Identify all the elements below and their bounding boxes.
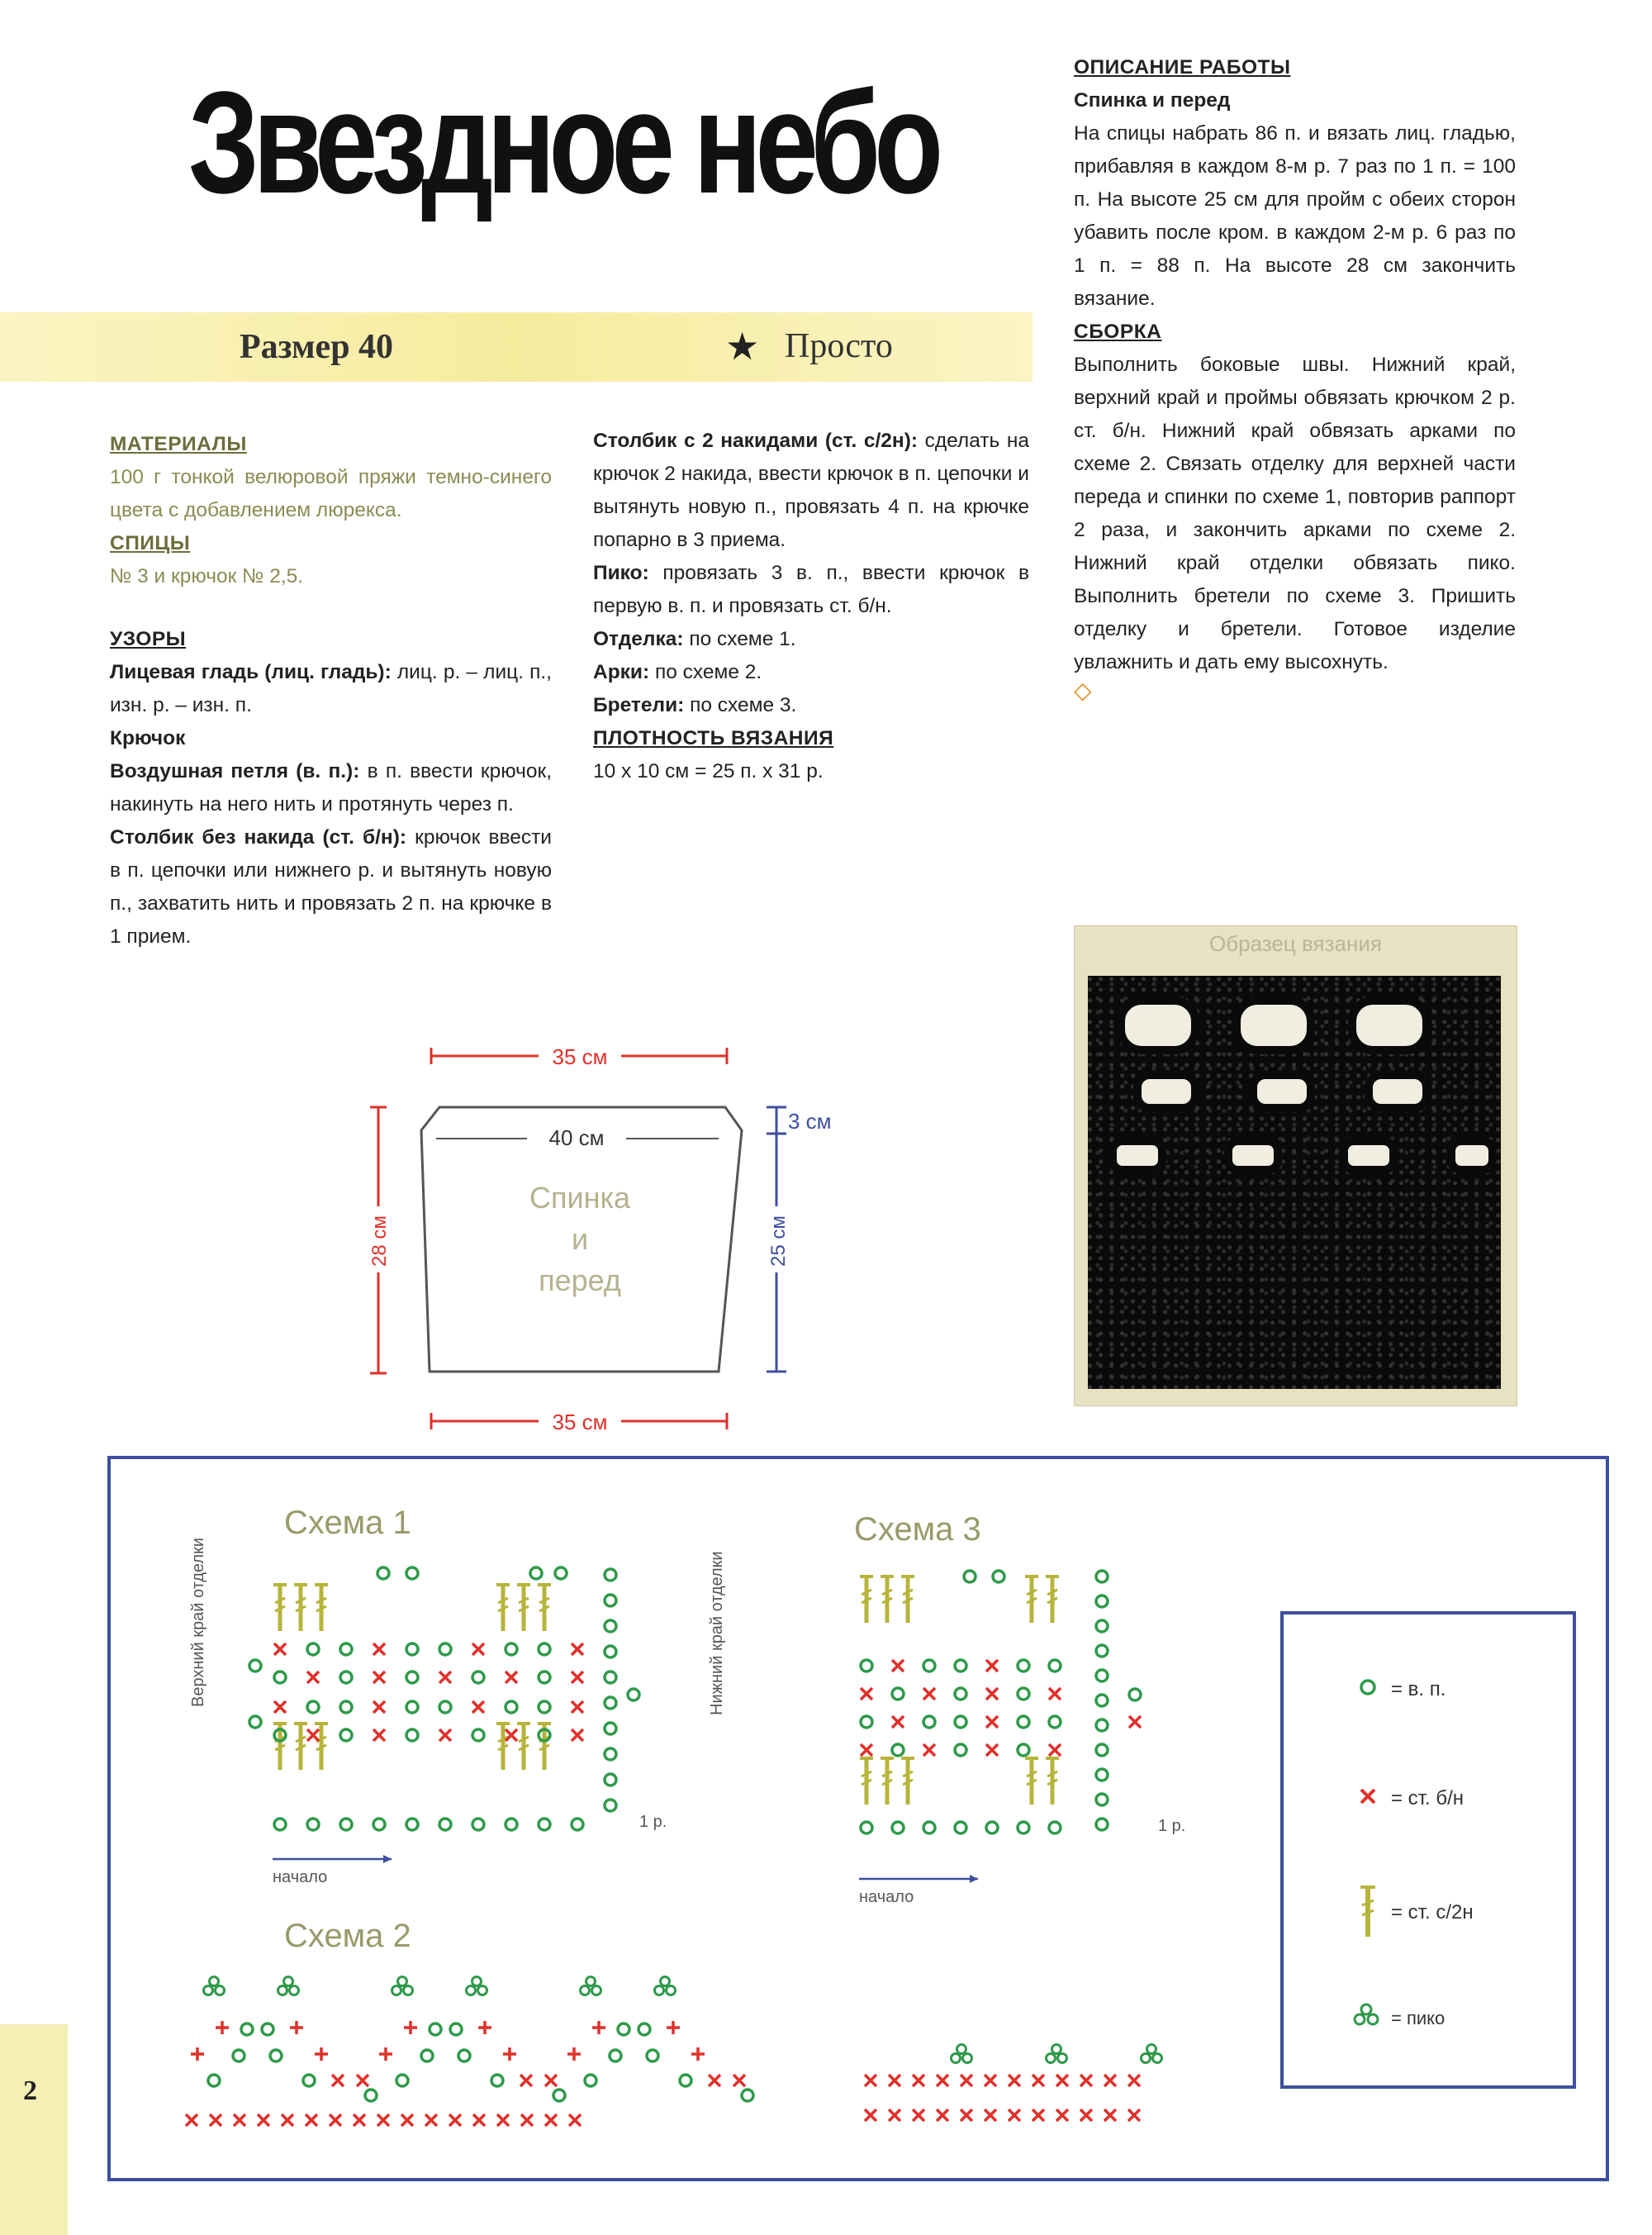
scheme2-title: Схема 2 bbox=[284, 1918, 411, 1954]
picot-symbol bbox=[392, 1977, 413, 1995]
chain-symbol bbox=[1018, 1744, 1029, 1756]
chain-symbol bbox=[955, 1660, 966, 1671]
scheme3-title: Схема 3 bbox=[854, 1511, 981, 1548]
plus-symbol bbox=[315, 2047, 328, 2061]
sc-symbol bbox=[330, 2114, 341, 2126]
chain-symbol bbox=[1096, 1794, 1108, 1805]
chain-symbol bbox=[605, 1569, 616, 1581]
dc2-symbol bbox=[273, 1585, 287, 1631]
dc2-symbol bbox=[496, 1585, 510, 1631]
sc-symbol bbox=[961, 2075, 972, 2086]
sc-symbol bbox=[274, 1701, 286, 1713]
chain-symbol bbox=[861, 1822, 872, 1833]
sc-symbol bbox=[937, 2075, 948, 2086]
chain-symbol bbox=[241, 2023, 253, 2035]
sc-symbol bbox=[1104, 2109, 1116, 2121]
plus-symbol bbox=[592, 2021, 605, 2034]
chain-symbol bbox=[993, 1571, 1004, 1582]
stockinette-text: лиц. р. – лиц. п., изн. р. – изн. п. bbox=[110, 661, 552, 716]
picot-symbol bbox=[1142, 2045, 1162, 2063]
chain-symbol bbox=[605, 1748, 616, 1760]
sc-symbol bbox=[1049, 1744, 1061, 1756]
sc-symbol bbox=[986, 1744, 998, 1756]
chain-symbol bbox=[340, 1671, 352, 1683]
sc-symbol bbox=[572, 1701, 583, 1713]
plus-symbol bbox=[567, 2047, 581, 2061]
dc2-legend-icon bbox=[1360, 1887, 1375, 1937]
sc-symbol bbox=[307, 1671, 319, 1683]
legend-panel bbox=[1280, 1611, 1576, 2089]
chain-symbol bbox=[340, 1819, 352, 1830]
chain-symbol bbox=[861, 1716, 872, 1728]
sc-symbol bbox=[861, 1688, 872, 1700]
sc-symbol bbox=[425, 2114, 437, 2126]
sc-symbol bbox=[210, 2114, 221, 2126]
sc-symbol bbox=[545, 2114, 557, 2126]
left-height-label: 28 см bbox=[368, 1215, 391, 1267]
materials-heading: МАТЕРИАЛЫ bbox=[110, 433, 247, 455]
plus-symbol bbox=[404, 2021, 417, 2034]
legend-sc: = ст. б/н bbox=[1391, 1787, 1464, 1809]
sc-symbol bbox=[449, 2114, 461, 2126]
chain-symbol bbox=[450, 2023, 462, 2035]
sc-symbol bbox=[506, 1729, 517, 1741]
chain-symbol bbox=[1096, 1670, 1108, 1681]
arches-text: по схеме 2. bbox=[654, 661, 762, 683]
picot-text: провязать 3 в. п., ввести крючок в первую в. п. и провязать ст. б/н. bbox=[593, 562, 1029, 617]
chain-symbol bbox=[585, 2075, 596, 2086]
chain-symbol bbox=[955, 1822, 966, 1833]
sc-symbol bbox=[401, 2114, 413, 2126]
picot-label: Пико: bbox=[593, 562, 649, 584]
sc-symbol bbox=[892, 1716, 904, 1728]
chain-symbol bbox=[572, 1819, 583, 1830]
plus-symbol bbox=[478, 2021, 491, 2034]
picot-symbol bbox=[581, 1977, 601, 1995]
sc-symbol bbox=[521, 2114, 533, 2126]
chain-symbol bbox=[605, 1723, 616, 1734]
chain-symbol bbox=[923, 1660, 935, 1671]
sc-symbol bbox=[572, 1643, 583, 1655]
chain-symbol bbox=[628, 1689, 639, 1700]
chain-symbol bbox=[605, 1646, 616, 1657]
sc-symbol bbox=[332, 2075, 344, 2086]
sc-symbol bbox=[923, 1744, 935, 1756]
picot-symbol bbox=[204, 1977, 225, 1995]
picot-legend-icon bbox=[1355, 2004, 1378, 2024]
needles-heading: СПИЦЫ bbox=[110, 532, 191, 554]
sc-symbol bbox=[1032, 2109, 1044, 2121]
chain-symbol bbox=[262, 2023, 273, 2035]
page-edge-strip bbox=[0, 2024, 68, 2235]
plus-symbol bbox=[290, 2021, 303, 2034]
dc2-symbol bbox=[315, 1585, 328, 1631]
plus-symbol bbox=[667, 2021, 680, 2034]
chain-symbol bbox=[1018, 1660, 1029, 1671]
scheme1-title: Схема 1 bbox=[284, 1505, 411, 1541]
straps-label: Бретели: bbox=[593, 694, 685, 716]
scheme3-start-label: начало bbox=[859, 1888, 914, 1906]
scheme1-grid bbox=[249, 1567, 639, 1830]
chain-symbol bbox=[1096, 1719, 1108, 1731]
sc-symbol bbox=[274, 1643, 286, 1655]
sc-symbol bbox=[373, 1729, 385, 1741]
sc-symbol bbox=[986, 1660, 998, 1671]
sc-symbol bbox=[377, 2114, 389, 2126]
chain-symbol bbox=[270, 2050, 282, 2061]
sc-symbol bbox=[572, 1671, 583, 1683]
garment-pattern-diagram bbox=[347, 1025, 859, 1454]
sc-symbol bbox=[709, 2075, 720, 2086]
plus-symbol bbox=[503, 2047, 516, 2061]
sc-symbol bbox=[572, 1729, 583, 1741]
chain-symbol bbox=[610, 2050, 621, 2061]
chain-symbol bbox=[307, 1701, 319, 1713]
dc2-symbol bbox=[1046, 1576, 1059, 1623]
plus-symbol bbox=[379, 2047, 392, 2061]
page-title: Звездное небо bbox=[188, 62, 938, 224]
chain-symbol bbox=[406, 1701, 418, 1713]
sc-symbol bbox=[889, 2109, 900, 2121]
picot-symbol bbox=[467, 1977, 487, 1995]
left-edge-label: Верхний край отделки bbox=[189, 1538, 207, 1707]
chain-symbol bbox=[491, 2075, 503, 2086]
sc-symbol bbox=[913, 2109, 924, 2121]
chain-symbol bbox=[955, 1688, 966, 1700]
chain-symbol bbox=[249, 1660, 261, 1671]
chain-symbol bbox=[861, 1660, 872, 1671]
gauge-heading: ПЛОТНОСТЬ ВЯЗАНИЯ bbox=[593, 727, 834, 749]
sc-symbol bbox=[282, 2114, 293, 2126]
chain-symbol bbox=[377, 1567, 389, 1579]
sc-symbol bbox=[354, 2114, 365, 2126]
chain-symbol bbox=[680, 2075, 691, 2086]
chain-symbol bbox=[274, 1671, 286, 1683]
chain-symbol bbox=[340, 1729, 352, 1741]
chain-symbol bbox=[539, 1671, 550, 1683]
chain-symbol bbox=[955, 1716, 966, 1728]
sc-symbol bbox=[373, 1701, 385, 1713]
scheme1-start-label: начало bbox=[273, 1868, 328, 1886]
sc-symbol bbox=[473, 2114, 485, 2126]
chain-symbol bbox=[892, 1744, 904, 1756]
crochet-label: Крючок bbox=[110, 727, 186, 749]
plus-symbol bbox=[191, 2047, 204, 2061]
chain-symbol bbox=[406, 1671, 418, 1683]
dc2-symbol bbox=[294, 1724, 307, 1770]
dc2-symbol bbox=[1046, 1758, 1059, 1805]
armhole-label: 3 см bbox=[788, 1109, 832, 1134]
chain-symbol bbox=[605, 1595, 616, 1606]
chain-symbol bbox=[406, 1567, 418, 1579]
sc-symbol bbox=[357, 2075, 368, 2086]
chain-symbol bbox=[439, 1819, 451, 1830]
scheme2-grid bbox=[186, 1977, 1162, 2127]
photo-caption: Образец вязания bbox=[1209, 931, 1382, 956]
chain-symbol bbox=[955, 1744, 966, 1756]
chain-symbol bbox=[605, 1671, 616, 1683]
chain-symbol bbox=[1096, 1620, 1108, 1632]
chain-symbol bbox=[742, 2090, 753, 2101]
chain-symbol bbox=[647, 2050, 658, 2061]
sc-symbol bbox=[439, 1729, 451, 1741]
dc2-symbol bbox=[881, 1758, 894, 1805]
chain-symbol bbox=[472, 1819, 484, 1830]
chain-symbol bbox=[430, 2023, 441, 2035]
chain-symbol bbox=[406, 1643, 418, 1655]
sc-symbol bbox=[520, 2075, 532, 2086]
sc-symbol bbox=[986, 1688, 998, 1700]
chain-symbol bbox=[605, 1697, 616, 1709]
sc-symbol bbox=[1009, 2075, 1020, 2086]
chain-symbol bbox=[274, 1819, 286, 1830]
chain-symbol bbox=[539, 1819, 550, 1830]
chain-symbol bbox=[472, 1671, 484, 1683]
straps-text: по схеме 3. bbox=[690, 694, 797, 716]
sc-symbol bbox=[985, 2109, 996, 2121]
column-patterns bbox=[593, 425, 1029, 788]
chain-symbol bbox=[539, 1701, 550, 1713]
chain-symbol bbox=[605, 1774, 616, 1786]
chain-symbol bbox=[1049, 1660, 1061, 1671]
chain-symbol bbox=[964, 1571, 976, 1582]
chain-symbol bbox=[1018, 1822, 1029, 1833]
chain-symbol bbox=[1096, 1571, 1108, 1582]
chain-symbol bbox=[530, 1567, 542, 1579]
difficulty-label: Просто bbox=[785, 327, 893, 365]
right-edge-label: Нижний край отделки bbox=[708, 1551, 726, 1715]
sc-text: крючок ввести в п. цепочки или нижнего р. и вытянуть новую п., захватить нить и провязать 2 п. на крючке в 1 прием. bbox=[110, 826, 552, 948]
sc-symbol bbox=[506, 1671, 517, 1683]
dc2-symbol bbox=[901, 1576, 914, 1623]
sc-symbol bbox=[923, 1688, 935, 1700]
chain-symbol bbox=[506, 1701, 517, 1713]
patterns-heading: УЗОРЫ bbox=[110, 628, 187, 650]
sc-symbol bbox=[186, 2114, 197, 2126]
arches-label: Арки: bbox=[593, 661, 650, 683]
page-number: 2 bbox=[23, 2076, 37, 2106]
sc-symbol bbox=[373, 1671, 385, 1683]
chain-symbol bbox=[307, 1643, 319, 1655]
star-icon: ★ bbox=[725, 325, 760, 368]
sc-symbol bbox=[1128, 2075, 1140, 2086]
size-difficulty-band bbox=[0, 312, 1032, 382]
dc2-symbol bbox=[517, 1724, 530, 1770]
sc-symbol bbox=[1056, 2109, 1068, 2121]
sc-symbol bbox=[306, 2114, 317, 2126]
chain-symbol bbox=[605, 1620, 616, 1632]
chain-symbol bbox=[1096, 1645, 1108, 1657]
sc-symbol bbox=[913, 2075, 924, 2086]
dc2-symbol bbox=[1025, 1758, 1038, 1805]
chain-symbol bbox=[472, 1729, 484, 1741]
description-sub: Спинка и перед bbox=[1074, 89, 1231, 112]
chain-legend-icon bbox=[1361, 1681, 1374, 1694]
size-label: Размер 40 bbox=[240, 328, 394, 366]
chain-symbol bbox=[986, 1822, 998, 1833]
chain-symbol bbox=[439, 1643, 451, 1655]
dc2-symbol bbox=[538, 1585, 551, 1631]
chain-symbol bbox=[506, 1819, 517, 1830]
top-width-label: 35 см bbox=[552, 1044, 608, 1069]
sc-symbol bbox=[569, 2114, 581, 2126]
plus-symbol bbox=[216, 2021, 229, 2034]
picot-symbol bbox=[655, 1977, 676, 1995]
gauge-text: 10 х 10 см = 25 п. х 31 р. bbox=[593, 760, 824, 782]
chain-symbol bbox=[421, 2050, 433, 2061]
legend-picot: = пико bbox=[1391, 2008, 1446, 2028]
piece-label-2: и bbox=[571, 1222, 589, 1256]
description-text: На спицы набрать 86 п. и вязать лиц. гладью, прибавляя в каждом 8-м р. 7 раз по 1 п. = 100 п. На высоте 25 см для пройм с обеих сторон убавить после кром. в каждом 2-м р. 6 раз по 1 п. = 88 п. На высоте 28 см закончить вязание. bbox=[1074, 122, 1516, 310]
sc-symbol bbox=[497, 2114, 509, 2126]
sc-symbol bbox=[307, 1729, 319, 1741]
sc-symbol bbox=[472, 1701, 484, 1713]
sc-symbol bbox=[1104, 2075, 1116, 2086]
inner-width-label: 40 см bbox=[548, 1125, 605, 1150]
dc2-label: Столбик с 2 накидами (ст. с/2н): bbox=[593, 430, 919, 452]
chain-symbol bbox=[458, 2050, 470, 2061]
sc-symbol bbox=[545, 2075, 557, 2086]
chain-symbol bbox=[638, 2023, 650, 2035]
assembly-text: Выполнить боковые швы. Нижний край, верхний край и проймы обвязать крючком 2 р. ст. б/н. Нижний край обвязать арками по схеме 2. Связать отделку для верхней части переда и спинки по схеме 1, повторив раппорт 2 раза, и закончить арками по схеме 2. Нижний край отделки обвязать пико. Выполнить бретели по схеме 3. Пришить отделку и бретели. Готовое изделие увлажнить и дать ему высохнуть. bbox=[1074, 354, 1516, 673]
chain-symbol bbox=[1096, 1744, 1108, 1756]
sc-symbol bbox=[1080, 2109, 1092, 2121]
sc-legend-icon bbox=[1361, 1790, 1374, 1803]
column-materials bbox=[110, 428, 552, 953]
piece-label-3: перед bbox=[539, 1263, 621, 1297]
sc-symbol bbox=[985, 2075, 996, 2086]
sc-symbol bbox=[1056, 2075, 1068, 2086]
dc2-symbol bbox=[901, 1758, 914, 1805]
chain-symbol bbox=[1096, 1769, 1108, 1781]
knitting-sample-photo bbox=[1074, 925, 1517, 1406]
legend-dc2: = ст. с/2н bbox=[1391, 1901, 1474, 1924]
chain-symbol bbox=[1129, 1689, 1141, 1700]
chain-symbol bbox=[1049, 1716, 1061, 1728]
picot-symbol bbox=[278, 1977, 299, 1995]
chain-symbol bbox=[406, 1729, 418, 1741]
sc-symbol bbox=[1129, 1716, 1141, 1728]
scheme3-row1-label: 1 р. bbox=[1158, 1817, 1186, 1835]
sc-symbol bbox=[986, 1716, 998, 1728]
chain-symbol bbox=[340, 1643, 352, 1655]
sc-symbol bbox=[373, 1643, 385, 1655]
chain-symbol bbox=[249, 1716, 261, 1728]
dc2-symbol bbox=[881, 1576, 894, 1623]
dc2-symbol bbox=[294, 1585, 307, 1631]
sc-symbol bbox=[1080, 2075, 1092, 2086]
needles-text: № 3 и крючок № 2,5. bbox=[110, 565, 304, 587]
chain-symbol bbox=[365, 2090, 377, 2101]
piece-label-1: Спинка bbox=[529, 1181, 631, 1215]
sc-symbol bbox=[961, 2109, 972, 2121]
trim-text: по схеме 1. bbox=[689, 628, 796, 650]
sc-symbol bbox=[889, 2075, 900, 2086]
chain-symbol bbox=[373, 1819, 385, 1830]
right-height-label: 25 см bbox=[767, 1215, 790, 1267]
sc-symbol bbox=[234, 2114, 245, 2126]
sample-image bbox=[1088, 976, 1501, 1389]
chain-symbol bbox=[233, 2050, 244, 2061]
materials-text: 100 г тонкой велюровой пряжи темно-синего цвета с добавлением люрекса. bbox=[110, 466, 552, 521]
sc-symbol bbox=[1049, 1688, 1061, 1700]
chain-symbol bbox=[553, 2090, 565, 2101]
sc-symbol bbox=[733, 2075, 745, 2086]
sc-symbol bbox=[865, 2109, 876, 2121]
chain-symbol bbox=[618, 2023, 629, 2035]
chain-symbol bbox=[1096, 1695, 1108, 1706]
end-mark-icon: ◇ bbox=[1074, 678, 1092, 703]
picot-symbol bbox=[952, 2045, 972, 2063]
dc2-symbol bbox=[860, 1758, 873, 1805]
sc-symbol bbox=[472, 1643, 484, 1655]
sc-symbol bbox=[892, 1660, 904, 1671]
chain-symbol bbox=[396, 2075, 408, 2086]
plus-symbol bbox=[691, 2047, 705, 2061]
chain-label: Воздушная петля (в. п.): bbox=[110, 760, 360, 782]
chain-symbol bbox=[1096, 1595, 1108, 1607]
sc-symbol bbox=[1032, 2075, 1044, 2086]
chain-symbol bbox=[307, 1819, 319, 1830]
sc-symbol bbox=[865, 2075, 876, 2086]
chain-symbol bbox=[303, 2075, 315, 2086]
dc2-text: сделать на крючок 2 накида, ввести крючок в п. цепочки и вытянуть новую п., провязать 4 п. на крючке попарно в 3 приема. bbox=[593, 430, 1029, 551]
trim-label: Отделка: bbox=[593, 628, 684, 650]
sc-symbol bbox=[1128, 2109, 1140, 2121]
chain-symbol bbox=[555, 1567, 567, 1579]
chain-symbol bbox=[892, 1688, 904, 1700]
chain-symbol bbox=[1018, 1688, 1029, 1700]
sc-symbol bbox=[1009, 2109, 1020, 2121]
assembly-heading: СБОРКА bbox=[1074, 321, 1162, 343]
chain-symbol bbox=[605, 1800, 616, 1811]
chain-symbol bbox=[1018, 1716, 1029, 1728]
sc-symbol bbox=[937, 2109, 948, 2121]
stockinette-label: Лицевая гладь (лиц. гладь): bbox=[110, 661, 392, 683]
chain-symbol bbox=[539, 1643, 550, 1655]
chain-symbol bbox=[1049, 1822, 1061, 1833]
chain-text: в п. ввести крючок, накинуть на него нить и протянуть через п. bbox=[110, 760, 553, 816]
dc2-symbol bbox=[1025, 1576, 1038, 1623]
chain-symbol bbox=[892, 1822, 904, 1833]
dc2-symbol bbox=[517, 1585, 530, 1631]
picot-symbol bbox=[1047, 2045, 1067, 2063]
chain-symbol bbox=[208, 2075, 220, 2086]
chain-symbol bbox=[406, 1819, 418, 1830]
bottom-width-label: 35 см bbox=[552, 1410, 608, 1434]
column-description bbox=[1074, 51, 1516, 702]
chain-symbol bbox=[439, 1701, 451, 1713]
sc-symbol bbox=[439, 1671, 451, 1683]
chain-symbol bbox=[923, 1822, 935, 1833]
sc-label: Столбик без накида (ст. б/н): bbox=[110, 826, 407, 849]
dc2-symbol bbox=[860, 1576, 873, 1623]
chain-symbol bbox=[506, 1643, 517, 1655]
legend-chain: = в. п. bbox=[1391, 1678, 1446, 1700]
sc-symbol bbox=[258, 2114, 269, 2126]
chain-symbol bbox=[923, 1716, 935, 1728]
scheme1-row1-label: 1 р. bbox=[639, 1813, 667, 1831]
sc-symbol bbox=[861, 1744, 872, 1756]
chain-symbol bbox=[1096, 1819, 1108, 1830]
description-heading: ОПИСАНИЕ РАБОТЫ bbox=[1074, 56, 1291, 78]
chain-symbol bbox=[340, 1701, 352, 1713]
scheme3-grid bbox=[860, 1571, 1141, 1833]
